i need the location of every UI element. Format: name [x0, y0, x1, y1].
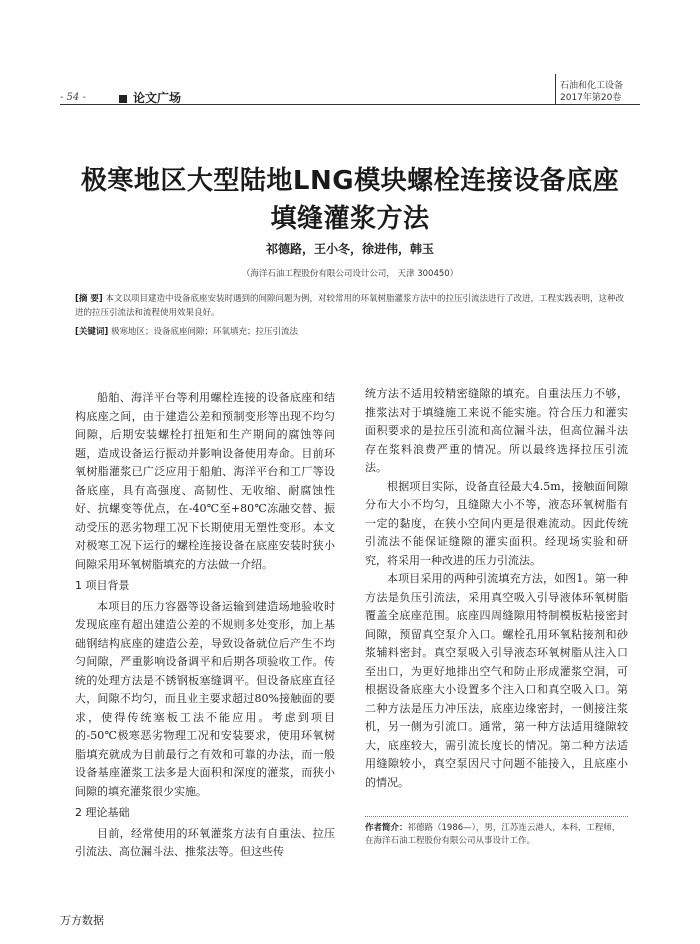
keywords [75, 325, 630, 339]
square-bullet-icon [119, 95, 127, 103]
paragraph: 本项目采用的两种引流填充方法，如图1。第一种方法是负压引流法，采用真空吸入引导液体环氧树脂覆盖全底座范围。底座四周缝隙用特制模板粘接密封间隙，预留真空泵介入口。螺栓孔用环氧粘接剂和砂浆辅料密封。真空泵吸入引导液态环氧树脂从注入口至出口，为更好地排出空气和防止形成灌浆空洞，可根据设备底座大小设置多个注入口和真空吸入口。第二种方法是压力冲压法，底座边缘密封，一侧接注浆机，另一侧为引流口。通常，第一种方法适用缝隙较大，底座较大，需引流长度长的情况。第二种方法适用缝隙较小，真空泵因尺寸问题不能接入，且底座小的情况。 [365, 572, 628, 789]
journal-issue: 2017年第20卷 [560, 93, 622, 103]
watermark-text: 万方数据 [60, 914, 104, 927]
abstract-label: [摘 要] [75, 294, 103, 304]
paragraph: 本项目的压力容器等设备运输到建造场地验收时发现底座有超出建造公差的不规则多处变形，加上基础钢结构底座的建造公差，导致设备就位后产生不均匀间隙，严重影响设备调平和后期各项验收工作。传统的处理方法是不锈钢板塞缝调平。但设备底座直径大，间隙不均匀，而且业主要求超过80%接触面的要求，使得传统塞板工法不能应用。考虑到项目的-50℃极寒恶劣物理工况和安装要求，使用环氧树脂填充就成为目前最行之有效和可靠的办法，而一般设备基座灌浆工法多是大面积和深度的灌浆，而狭小间隙的填充灌浆很少实施。 [75, 599, 335, 798]
article-title-line2: 填缝灌浆方法 [270, 204, 430, 234]
abstract-text: 本文以项目建造中设备底座安装时遇到的间隙问题为例，对较常用的环氧树脂灌浆方法中的拉压引流法进行了改进，工程实践表明，这种改进的拉压引流法和流程使用效果良好。 [75, 294, 624, 318]
journal-name: 石油和化工设备 [560, 81, 624, 91]
article-authors: 祁德路，王小冬，徐进伟，韩玉 [265, 242, 434, 256]
paragraph: 目前，经常使用的环氧灌浆方法有自重法、拉压引流法、高位漏斗法、推浆法等。但这些传 [75, 826, 335, 858]
keywords-label: [关键词] [75, 327, 109, 337]
paragraph: 根据项目实际，设备直径最大4.5m，接触面间隙分布大小不均匀，且缝隙大小不等，液态环氧树脂有一定的黏度，在狭小空间内更是很难流动。因此传统引流法不能保证缝隙的灌实面积。经现场实验和研究，将采用一种改进的压力引流法。 [365, 479, 628, 567]
section-heading: 1 项目背景 [75, 579, 130, 592]
header-rule [60, 104, 640, 105]
body-column-right [365, 385, 628, 792]
paragraph: 统方法不适用较精密缝隙的填充。自重法压力不够，推浆法对于填缝施工来说不能实施。符合压力和灌实面积要求的是拉压引流和高位漏斗法，但高位漏斗法存在浆料浪费严重的情况。所以最终选择拉压引流法。 [365, 387, 628, 474]
paragraph: 船舶、海洋平台等利用螺栓连接的设备底座和结构底座之间，由于建造公差和预制变形等出现不均匀间隙，后期安装螺栓打扭矩和生产期间的腐蚀等问题，造成设备运行振动并影响设备使用寿命。目前环氧树脂灌浆已广泛应用于船舶、海洋平台和工厂等设备底座，具有高强度、高韧性、无收缩、耐腐蚀性好、抗螺变等优点，在-40℃至+80℃冻融交替、振动受压的恶劣物理工况下长期使用无塑性变形。本文对极寒工况下运行的螺栓连接设备在底座安装时狭小间隙采用环氧树脂填充的方法做一介绍。 [75, 391, 335, 571]
body-column-left [75, 389, 335, 862]
section-heading: 2 理论基础 [75, 806, 130, 819]
header-divider-vertical [555, 74, 556, 104]
section-label-text: 论文广场 [133, 91, 182, 105]
article-title-line1: 极寒地区大型陆地LNG模块螺栓连接设备底座 [80, 166, 620, 196]
abstract [75, 292, 630, 320]
author-note [365, 822, 628, 848]
author-note-label: 作者简介： [365, 823, 408, 833]
keywords-text: 极寒地区；设备底座间隙；环氧填充；拉压引流法 [110, 327, 298, 337]
author-note-divider [365, 816, 628, 817]
author-note-text: 祁德路（1986—），男，江苏连云港人，本科，工程师，在海洋石油工程股份有限公司从事设计工作。 [365, 823, 621, 846]
page-number: - 54 - [60, 92, 86, 103]
journal-info [560, 80, 623, 104]
article-affiliation: （海洋石油工程股份有限公司设计公司， 天津 300450） [241, 269, 459, 279]
